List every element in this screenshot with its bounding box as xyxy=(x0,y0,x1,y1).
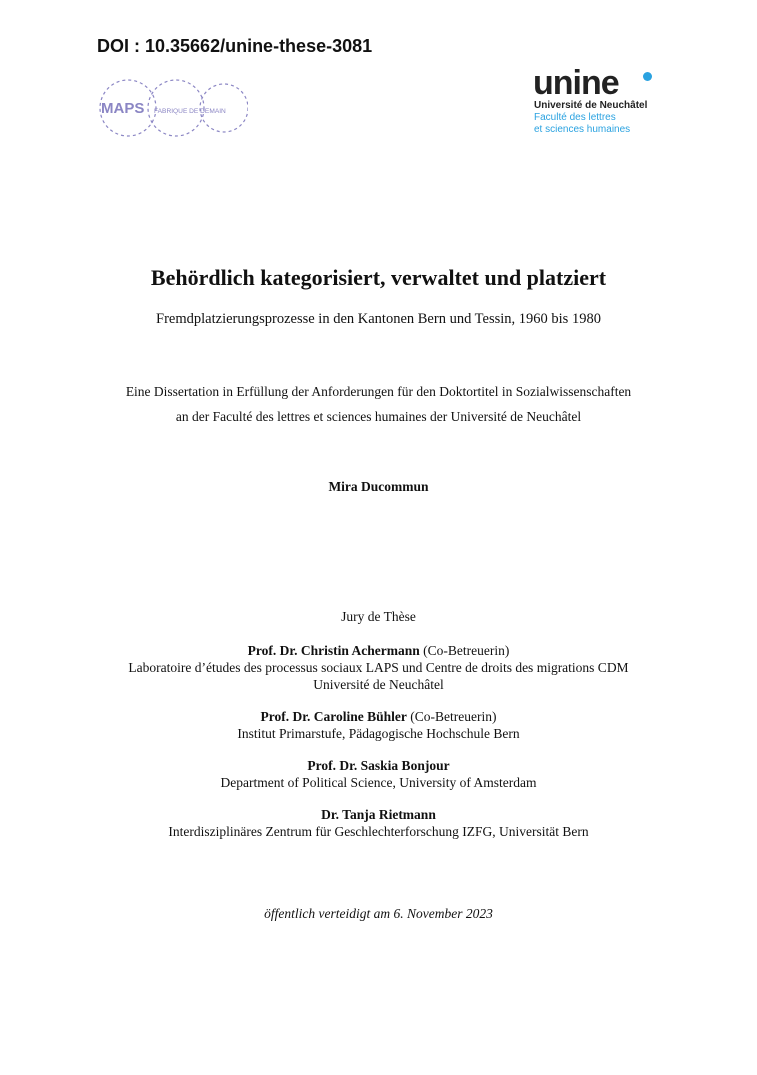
maps-logo xyxy=(98,76,248,140)
jury-member-affiliation: Institut Primarstufe, Pädagogische Hochschule Bern xyxy=(237,726,520,741)
jury-heading: Jury de Thèse xyxy=(341,609,416,624)
jury-member xyxy=(0,708,757,742)
jury-member-affiliation: Interdisziplinäres Zentrum für Geschlechterforschung IZFG, Universität Bern xyxy=(168,824,589,839)
jury-member xyxy=(0,806,757,840)
unine-logo-university-name: Université de Neuchâtel xyxy=(534,100,648,111)
thesis-subtitle: Fremdplatzierungsprozesse in den Kantonen Bern und Tessin, 1960 bis 1980 xyxy=(156,311,601,327)
jury-member-role: (Co-Betreuerin) xyxy=(406,709,497,724)
thesis-title: Behördlich kategorisiert, verwaltet und platziert xyxy=(150,265,607,290)
jury-member xyxy=(0,757,757,791)
maps-logo-main-text: MAPS xyxy=(101,100,145,117)
doi-identifier: DOI : 10.35662/unine-these-3081 xyxy=(97,36,373,56)
jury-member-affiliation: Department of Political Science, University of Amsterdam xyxy=(220,775,537,790)
maps-logo-sub-text: FABRIQUE DE DEMAIN xyxy=(154,108,226,115)
unine-logo-faculty-line1: Faculté des lettres xyxy=(534,112,616,123)
jury-member-name: Prof. Dr. Caroline Bühler xyxy=(260,709,407,724)
unine-logo-wordmark: unine xyxy=(533,64,619,102)
dissertation-statement-line2: an der Faculté des lettres et sciences humaines der Université de Neuchâtel xyxy=(175,409,582,424)
jury-member-name: Dr. Tanja Rietmann xyxy=(321,807,436,822)
jury-member-role: (Co-Betreuerin) xyxy=(419,643,510,658)
dissertation-statement-line1: Eine Dissertation in Erfüllung der Anforderungen für den Doktortitel in Sozialwissenschaften xyxy=(125,384,632,399)
jury-member-affiliation: Université de Neuchâtel xyxy=(313,677,444,692)
jury-member-name: Prof. Dr. Christin Achermann xyxy=(247,643,420,658)
jury-member-name: Prof. Dr. Saskia Bonjour xyxy=(307,758,450,773)
unine-logo-faculty-line2: et sciences humaines xyxy=(534,124,631,135)
defense-date: öffentlich verteidigt am 6. November 2023 xyxy=(264,906,493,921)
jury-member-affiliation: Laboratoire d’études des processus sociaux LAPS und Centre de droits des migrations CDM xyxy=(128,660,629,675)
unine-logo xyxy=(533,66,673,141)
jury-member xyxy=(0,642,757,693)
unine-logo-dot xyxy=(643,72,652,81)
author-name: Mira Ducommun xyxy=(328,479,429,494)
